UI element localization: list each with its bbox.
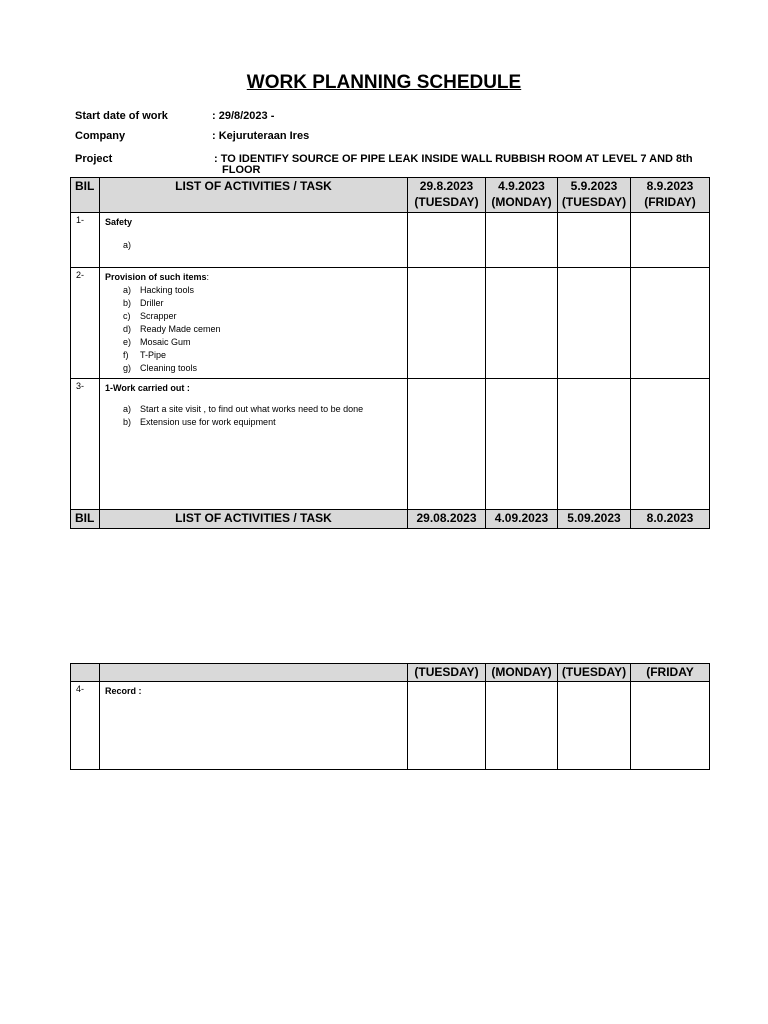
task-cell [100,213,408,268]
schedule-cell [486,268,558,379]
task-header: LIST OF ACTIVITIES / TASK [100,178,408,213]
date-label: 29.8.2023 [419,179,474,193]
list-marker: a) [123,404,132,414]
day-header-1: (TUESDAY) [408,664,486,682]
day-label: (FRIDAY) [644,195,696,209]
task-title: Provision of such items [105,272,207,282]
task-header: LIST OF ACTIVITIES / TASK [100,510,408,529]
row-number: 1- [71,213,100,268]
list-marker: b) [123,417,132,427]
start-date-label: Start date of work [75,110,168,122]
project-row [75,153,715,179]
list-marker: d) [123,324,132,334]
list-text: Hacking tools [140,285,195,295]
list-text: Start a site visit , to find out what works need to be done [140,404,364,414]
schedule-cell [631,379,710,510]
day-header-4: (FRIDAY [631,664,710,682]
schedule-table [70,177,710,529]
day-label: (MONDAY) [491,195,552,209]
list-marker: e) [123,337,132,347]
date-label: 4.9.2023 [498,179,545,193]
list-marker: b) [123,298,132,308]
date-label: 8.9.2023 [646,179,694,193]
task-cell [100,682,408,770]
task-list [105,284,402,375]
date-header-4: 8.0.2023 [631,510,710,529]
date-label: 5.9.2023 [570,179,618,193]
day-header-2: (MONDAY) [486,664,558,682]
date-header-4 [631,178,710,213]
row-number: 4- [71,682,100,770]
list-text: T-Pipe [140,350,167,360]
bil-header [71,664,100,682]
start-date-row [75,110,715,124]
schedule-footer-row [71,510,710,529]
task-list [105,403,402,429]
list-item [123,349,402,362]
list-item [123,310,402,323]
list-marker: a) [123,285,132,295]
list-marker: f) [123,350,129,360]
task-cell [100,268,408,379]
schedule-cell [631,268,710,379]
schedule-cell [558,268,631,379]
bil-header: BIL [71,510,100,529]
list-item [123,403,402,416]
day-header-3: (TUESDAY) [558,664,631,682]
schedule-cell [631,213,710,268]
list-text: Ready Made cemen [140,324,221,334]
schedule-cell [486,682,558,770]
schedule-cell [408,213,486,268]
record-table [70,663,710,770]
schedule-cell [558,682,631,770]
row-number: 2- [71,268,100,379]
bil-header: BIL [71,178,100,213]
table-row [71,268,710,379]
schedule-cell [408,682,486,770]
project-value-cont: FLOOR [222,164,261,176]
day-label: (TUESDAY) [414,195,479,209]
date-header-2: 4.09.2023 [486,510,558,529]
list-item [123,336,402,349]
date-header-2 [486,178,558,213]
list-item [123,284,402,297]
page-title: WORK PLANNING SCHEDULE [246,72,522,93]
task-title: 1-Work carried out : [105,383,190,393]
day-label: (TUESDAY) [561,195,627,209]
schedule-cell [486,379,558,510]
list-marker: a) [123,240,132,250]
schedule-cell [408,268,486,379]
task-title-suffix: : [206,272,210,282]
table-row [71,379,710,510]
start-date-value: : 29/8/2023 - [212,110,275,122]
list-item [123,362,402,375]
row-number: 3- [71,379,100,510]
company-label: Company [75,130,126,142]
date-header-1: 29.08.2023 [408,510,486,529]
schedule-cell [558,379,631,510]
company-value: : Kejuruteraan Ires [212,130,310,142]
schedule-cell [631,682,710,770]
date-header-3 [558,178,631,213]
task-title: Record : [105,686,142,696]
record-header-row [71,664,710,682]
schedule-cell [486,213,558,268]
schedule-header-row [71,178,710,213]
date-header-3: 5.09.2023 [558,510,631,529]
project-value: : TO IDENTIFY SOURCE OF PIPE LEAK INSIDE WALL RUBBISH ROOM AT LEVEL 7 AND 8th [214,153,693,165]
list-item [123,416,402,429]
task-cell [100,379,408,510]
task-header [100,664,408,682]
list-item [123,323,402,336]
task-title: Safety [105,217,133,227]
schedule-cell [408,379,486,510]
list-marker: c) [123,311,131,321]
list-text: Driller [140,298,164,308]
project-label: Project [75,153,113,165]
schedule-cell [558,213,631,268]
list-text: Mosaic Gum [140,337,191,347]
table-row [71,213,710,268]
task-title-wrap [105,271,402,284]
list-text: Scrapper [140,311,177,321]
table-row [71,682,710,770]
list-item [123,297,402,310]
company-row [75,130,715,144]
list-text: Cleaning tools [140,363,198,373]
list-marker: g) [123,363,132,373]
list-text: Extension use for work equipment [140,417,276,427]
date-header-1 [408,178,486,213]
